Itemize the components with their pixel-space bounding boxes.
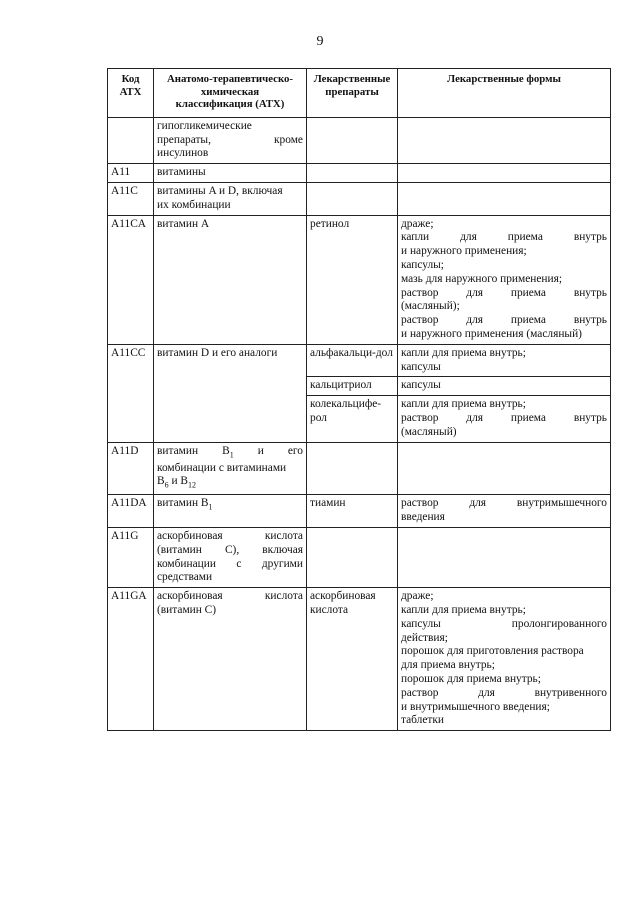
atc-code: A11D — [108, 442, 154, 495]
atc-code: A11G — [108, 528, 154, 588]
atc-code: A11C — [108, 182, 154, 215]
dosage-forms: капсулы — [398, 377, 611, 396]
header-drugs: Лекарственные препараты — [307, 69, 398, 118]
drug-name — [307, 117, 398, 163]
atc-classification: гипогликемические препараты, кроме инсулинов — [154, 117, 307, 163]
dosage-forms: раствор для внутримышечного введения — [398, 495, 611, 528]
dosage-forms: драже; капли для приема внутрь; капсулы пролонгированного действия; порошок для приготовления раствора для приема внутрь; порошок для приема внутрь; раствор для внутривенного и внутримышечного введения; таблетки — [398, 588, 611, 731]
atc-classification: аскорбиновая кислота (витамин С), включая комбинации с другими средствами — [154, 528, 307, 588]
dosage-forms: капли для приема внутрь; капсулы — [398, 344, 611, 377]
drug-name — [307, 182, 398, 215]
dosage-forms — [398, 442, 611, 495]
atc-code: A11 — [108, 164, 154, 183]
drug-name: альфакальци-дол — [307, 344, 398, 377]
header-classification: Анатомо-терапевтическо- химическая классификация (АТХ) — [154, 69, 307, 118]
drug-name — [307, 528, 398, 588]
table-row — [108, 182, 611, 215]
drug-name: колекальцифе-рол — [307, 396, 398, 442]
dosage-forms: драже; капли для приема внутрь и наружного применения; капсулы; мазь для наружного применения; раствор для приема внутрь (масляный); раствор для приема внутрь и наружного применения (масляный) — [398, 215, 611, 344]
drug-name: аскорбиновая кислота — [307, 588, 398, 731]
atc-code: A11GA — [108, 588, 154, 731]
atc-classification: витамин $B_1$ и его комбинации с витаминами $B_6$ и $B_{12}$ — [154, 442, 307, 495]
table-row — [108, 528, 611, 588]
table-row — [108, 442, 611, 495]
atc-drug-table — [107, 68, 611, 731]
table-row — [108, 117, 611, 163]
atc-classification: витамины — [154, 164, 307, 183]
atc-classification: аскорбиновая кислота (витамин С) — [154, 588, 307, 731]
atc-code: A11CA — [108, 215, 154, 344]
drug-name: тиамин — [307, 495, 398, 528]
table-row — [108, 588, 611, 731]
atc-code — [108, 117, 154, 163]
atc-code: A11CC — [108, 344, 154, 442]
drug-name — [307, 442, 398, 495]
drug-name: ретинол — [307, 215, 398, 344]
dosage-forms — [398, 528, 611, 588]
table-row — [108, 344, 611, 377]
table-row — [108, 164, 611, 183]
atc-classification: витамин A — [154, 215, 307, 344]
dosage-forms — [398, 182, 611, 215]
table-header-row — [108, 69, 611, 118]
drug-name — [307, 164, 398, 183]
atc-classification: витамин D и его аналоги — [154, 344, 307, 442]
header-forms: Лекарственные формы — [398, 69, 611, 118]
table-row — [108, 215, 611, 344]
dosage-forms: капли для приема внутрь; раствор для приема внутрь (масляный) — [398, 396, 611, 442]
atc-code: A11DA — [108, 495, 154, 528]
dosage-forms — [398, 164, 611, 183]
table-row — [108, 495, 611, 528]
header-code: Код АТХ — [108, 69, 154, 118]
drug-name: кальцитриол — [307, 377, 398, 396]
page-number: 9 — [316, 34, 324, 49]
atc-classification: витамин $B_1$ — [154, 495, 307, 528]
atc-classification: витамины A и D, включая их комбинации — [154, 182, 307, 215]
dosage-forms — [398, 117, 611, 163]
